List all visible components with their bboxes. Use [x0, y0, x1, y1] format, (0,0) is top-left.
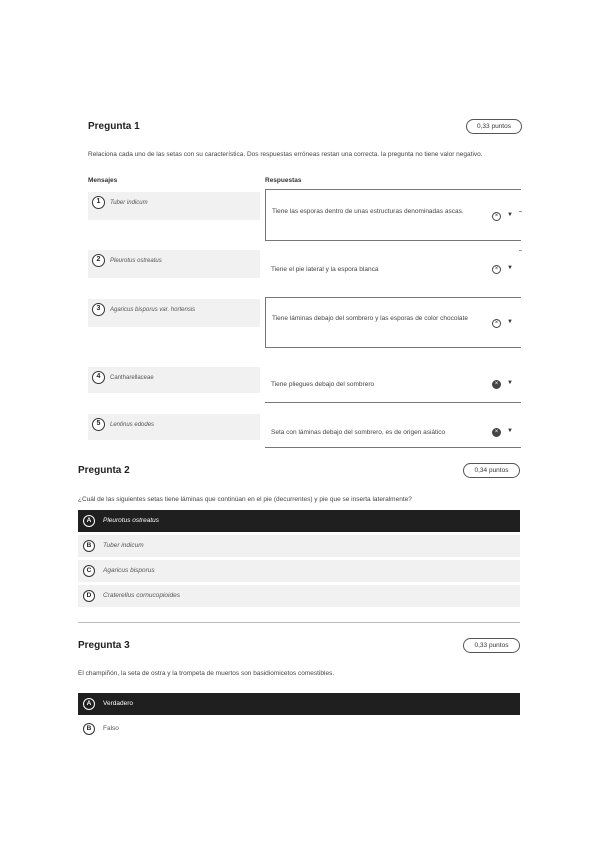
option-b-text: Tuber indicum	[103, 542, 144, 549]
number-5-badge: 5	[92, 418, 105, 431]
circle-x-filled-icon[interactable]: ×	[492, 380, 501, 389]
option-false[interactable]	[78, 718, 520, 740]
option-b-letter: B	[83, 540, 95, 552]
question-1-points-badge: 0,33 puntos	[466, 119, 522, 134]
section-divider	[78, 622, 520, 623]
match-message-2	[88, 250, 260, 278]
question-3-prompt: El champiñón, la seta de ostra y la trompeta de muertos son basidiomicetos comestibles.	[78, 670, 335, 677]
question-3-title: Pregunta 3	[78, 640, 130, 651]
match-message-4	[88, 367, 260, 393]
caret-down-icon[interactable]: ▼	[507, 428, 513, 434]
option-c-text: Agaricus bisporus	[103, 567, 155, 574]
answer-select-3-text: Tiene láminas debajo del sombrero y las esporas de color chocolate	[272, 315, 468, 322]
question-2-title: Pregunta 2	[78, 465, 130, 476]
divider-tick	[519, 211, 522, 212]
option-c-letter: C	[83, 565, 95, 577]
match-message-1	[88, 192, 260, 220]
answer-select-2[interactable]	[265, 252, 521, 284]
question-3-points-badge: 0,33 puntos	[463, 638, 520, 653]
circle-x-filled-icon[interactable]: ×	[492, 428, 501, 437]
answer-select-2-text: Tiene el pie lateral y la espora blanca	[271, 266, 379, 273]
option-d-letter: D	[83, 590, 95, 602]
option-d-text: Craterellus cornucopioides	[103, 592, 180, 599]
match-message-4-text: Cantharellaceae	[110, 375, 154, 381]
answer-select-1-text: Tiene las esporas dentro de unas estructuras denominadas ascas.	[272, 208, 464, 215]
match-message-5-text: Lentinus edodes	[110, 422, 155, 428]
caret-down-icon[interactable]: ▼	[507, 319, 513, 325]
answer-select-4[interactable]	[265, 368, 521, 403]
answer-select-3[interactable]	[265, 297, 521, 348]
match-message-2-text: Pleurotus ostreatus	[110, 258, 162, 264]
match-message-5	[88, 414, 260, 440]
option-false-letter: B	[83, 723, 95, 735]
answer-select-1[interactable]	[265, 189, 521, 241]
column-header-answers: Respuestas	[265, 177, 302, 184]
circle-x-icon[interactable]: ×	[492, 212, 501, 221]
circle-x-icon[interactable]: ×	[492, 319, 501, 328]
divider-tick	[519, 250, 522, 251]
caret-down-icon[interactable]: ▼	[507, 265, 513, 271]
question-2-prompt: ¿Cuál de las siguientes setas tiene láminas que continúan en el pie (decurrentes) y pie que se inserta lateralmente?	[78, 496, 412, 503]
caret-down-icon[interactable]: ▼	[507, 380, 513, 386]
option-true[interactable]	[78, 693, 520, 715]
option-d[interactable]	[78, 585, 520, 607]
number-1-badge: 1	[92, 196, 105, 209]
number-4-badge: 4	[92, 371, 105, 384]
question-1-prompt: Relaciona cada uno de las setas con su característica. Dos respuestas erróneas restan una correcta. la pregunta no tiene valor negativo.	[88, 151, 483, 158]
option-a[interactable]	[78, 510, 520, 532]
option-true-text: Verdadero	[103, 700, 133, 707]
number-3-badge: 3	[92, 303, 105, 316]
number-2-badge: 2	[92, 254, 105, 267]
answer-select-5[interactable]	[265, 414, 521, 448]
option-true-letter: A	[83, 698, 95, 710]
match-message-1-text: Tuber indicum	[110, 200, 148, 206]
caret-down-icon[interactable]: ▼	[507, 212, 513, 218]
circle-x-icon[interactable]: ×	[492, 265, 501, 274]
match-message-3-text: Agaricus bisporus var. hortensis	[110, 307, 196, 313]
option-a-letter: A	[83, 515, 95, 527]
option-a-text: Pleurotus ostreatus	[103, 517, 160, 524]
column-header-messages: Mensajes	[88, 177, 118, 184]
answer-select-4-text: Tiene pliegues debajo del sombrero	[271, 381, 375, 388]
match-message-3	[88, 299, 260, 327]
option-false-text: Falso	[103, 725, 119, 732]
question-1-title: Pregunta 1	[88, 121, 140, 132]
question-2-points-badge: 0,34 puntos	[463, 463, 520, 478]
answer-select-5-text: Seta con láminas debajo del sombrero, es de origen asiático	[271, 429, 446, 436]
option-b[interactable]	[78, 535, 520, 557]
option-c[interactable]	[78, 560, 520, 582]
